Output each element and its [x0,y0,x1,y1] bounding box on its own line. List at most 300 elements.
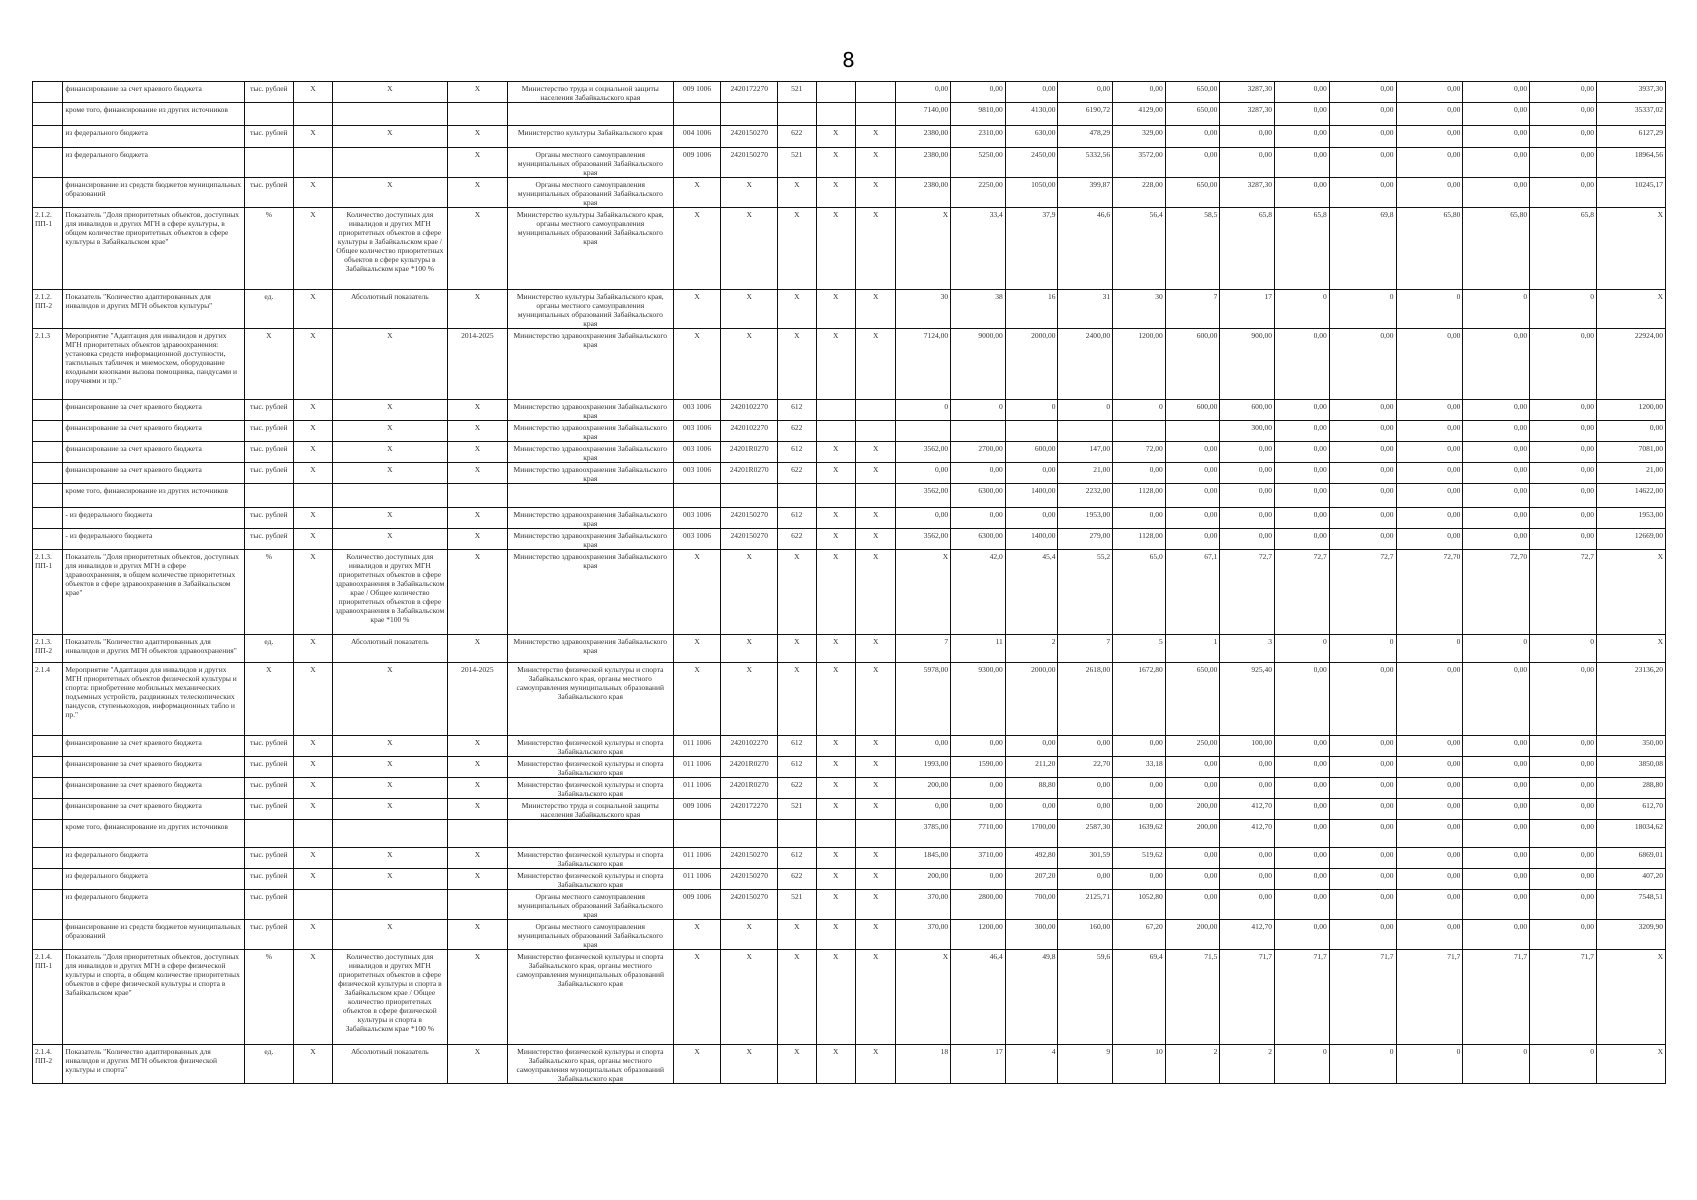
table-cell: 0,00 [1596,421,1665,442]
table-cell: 0,00 [1329,463,1396,484]
table-cell: 0,00 [1396,736,1463,757]
table-cell: 2420172270 [721,799,778,820]
table-cell: 71,7 [1396,950,1463,1045]
table-cell: 22,70 [1058,757,1113,778]
table-cell: Министерство культуры Забайкальского края, органы местного самоуправления муниципальных образований Забайкальского края [507,290,673,329]
table-cell: X [816,1045,855,1084]
table-cell [816,82,855,103]
table-cell: X [816,126,855,148]
table-cell: 612 [778,508,816,529]
table-cell: Абсолютный показатель [332,1045,447,1084]
table-cell [856,82,896,103]
table-cell: 3287,30 [1220,82,1275,103]
table-cell: X [332,329,447,400]
table-cell: 521 [778,890,816,920]
table-cell: X [294,736,332,757]
table-cell: Министерство физической культуры и спорта Забайкальского края [507,848,673,869]
table-cell: 0,00 [1329,778,1396,799]
table-cell: X [448,736,508,757]
table-cell: X [856,1045,896,1084]
table-cell [448,820,508,848]
table-cell: 0,00 [1113,463,1166,484]
table-cell: 45,4 [1005,550,1058,635]
table-cell: 46,6 [1058,208,1113,290]
table-cell: 0,00 [1275,484,1330,508]
table-cell: X [332,663,447,736]
table-cell: 9810,00 [951,103,1006,126]
table-cell: 2 [1165,1045,1220,1084]
table-cell: 0,00 [1329,663,1396,736]
table-cell: X [896,208,951,290]
table-cell: 700,00 [1005,890,1058,920]
table-cell: 65,8 [1530,208,1597,290]
table-cell: тыс. рублей [244,463,294,484]
table-cell: 9 [1058,1045,1113,1084]
table-cell: 0,00 [1396,178,1463,208]
table-cell: 003 1006 [673,463,721,484]
table-row [33,950,1666,1045]
table-cell: 10 [1113,1045,1166,1084]
table-cell: X [244,329,294,400]
table-cell: Органы местного самоуправления муниципальных образований Забайкальского края [507,920,673,950]
table-cell: 279,00 [1058,529,1113,550]
table-cell: 622 [778,421,816,442]
table-cell: 0,00 [1275,848,1330,869]
table-row [33,757,1666,778]
table-cell: X [448,778,508,799]
table-cell: 4 [1005,1045,1058,1084]
table-cell: X [244,663,294,736]
table-cell: Министерство культуры Забайкальского края [507,126,673,148]
table-cell: 521 [778,799,816,820]
table-cell [507,484,673,508]
table-cell: 2000,00 [1005,663,1058,736]
table-cell [1005,421,1058,442]
table-cell [1165,421,1220,442]
table-cell: 0,00 [1275,869,1330,890]
table-cell: X [332,82,447,103]
table-cell: 011 1006 [673,736,721,757]
table-cell: 0,00 [1329,442,1396,463]
table-cell: Показатель "Доля приоритетных объектов, доступных для инвалидов и других МГН в сфере здравоохранения, в общем количестве приоритетных объектов в сфере здравоохранения в Забайкальском крае" [63,550,244,635]
table-cell: X [673,290,721,329]
table-row [33,82,1666,103]
table-cell: 0,00 [1530,178,1597,208]
table-cell [294,103,332,126]
table-cell: 0,00 [1396,757,1463,778]
table-cell [673,484,721,508]
table-cell: 30 [1113,290,1166,329]
table-cell: X [816,848,855,869]
table-row [33,890,1666,920]
table-cell: Министерство здравоохранения Забайкальского края [507,421,673,442]
table-cell [33,820,63,848]
table-cell: 0,00 [1275,890,1330,920]
table-cell: 72,7 [1329,550,1396,635]
table-cell: 0,00 [896,82,951,103]
table-cell: 30 [896,290,951,329]
table-cell [1113,421,1166,442]
table-cell: 0 [1058,400,1113,421]
table-cell: 0,00 [951,463,1006,484]
table-cell: 1200,00 [1113,329,1166,400]
table-cell: X [332,442,447,463]
table-cell [896,421,951,442]
table-cell: 3937,30 [1596,82,1665,103]
table-cell: 200,00 [896,778,951,799]
table-cell: 0,00 [1165,442,1220,463]
table-cell: 88,80 [1005,778,1058,799]
table-cell: 003 1006 [673,421,721,442]
table-cell: 22924,00 [1596,329,1665,400]
table-cell: 0,00 [1396,442,1463,463]
table-cell: X [856,736,896,757]
table-cell: X [896,550,951,635]
table-cell [332,890,447,920]
table-cell: 0,00 [1329,529,1396,550]
table-cell: X [332,178,447,208]
table-cell: 71,5 [1165,950,1220,1045]
table-cell: Министерство физической культуры и спорта Забайкальского края, органы местного самоуправления муниципальных образований Забайкальского края [507,950,673,1045]
table-cell: 0,00 [1275,799,1330,820]
table-cell: Министерство физической культуры и спорта Забайкальского края [507,757,673,778]
table-cell: 228,00 [1113,178,1166,208]
table-cell: X [816,635,855,663]
table-cell: 14622,00 [1596,484,1665,508]
table-cell: 2800,00 [951,890,1006,920]
table-cell: 2014-2025 [448,329,508,400]
table-cell: 0,00 [1113,799,1166,820]
table-cell [816,103,855,126]
table-cell: 200,00 [1165,820,1220,848]
table-cell: 200,00 [1165,799,1220,820]
table-cell: 21,00 [1596,463,1665,484]
table-cell [33,799,63,820]
table-cell: Органы местного самоуправления муниципальных образований Забайкальского края [507,178,673,208]
table-cell: 1052,80 [1113,890,1166,920]
table-cell: X [332,400,447,421]
table-cell: 31 [1058,290,1113,329]
table-cell: 650,00 [1165,663,1220,736]
table-cell: 0,00 [1329,329,1396,400]
table-cell: тыс. рублей [244,82,294,103]
table-row [33,663,1666,736]
table-cell: 7140,00 [896,103,951,126]
table-row [33,869,1666,890]
table-row [33,635,1666,663]
table-cell: X [294,290,332,329]
table-cell: Министерство культуры Забайкальского края, органы местного самоуправления муниципальных образований Забайкальского края [507,208,673,290]
table-cell: кроме того, финансирование из других источников [63,484,244,508]
table-cell: - из федерального бюджета [63,529,244,550]
table-row [33,148,1666,178]
table-cell: 0,00 [1463,757,1530,778]
table-cell: 2.1.3 [33,329,63,400]
table-cell: X [448,82,508,103]
table-cell: 6127,29 [1596,126,1665,148]
table-cell: X [448,1045,508,1084]
table-cell: X [721,329,778,400]
table-cell: 3562,00 [896,442,951,463]
table-cell: X [778,550,816,635]
table-cell: 21,00 [1058,463,1113,484]
table-cell: 1400,00 [1005,529,1058,550]
table-cell: 11 [951,635,1006,663]
table-cell: X [332,799,447,820]
table-cell: 0,00 [1530,329,1597,400]
table-row [33,103,1666,126]
table-cell: 0,00 [1220,848,1275,869]
table-cell: X [816,757,855,778]
table-cell: 2420150270 [721,508,778,529]
table-cell: 6300,00 [951,529,1006,550]
table-cell: 17 [1220,290,1275,329]
table-cell: 18034,62 [1596,820,1665,848]
table-cell: 003 1006 [673,400,721,421]
table-cell: 3562,00 [896,529,951,550]
table-cell: 0,00 [1220,890,1275,920]
table-cell: 0,00 [1396,848,1463,869]
table-cell: 0,00 [1220,463,1275,484]
table-cell: Показатель "Количество адаптированных для инвалидов и других МГН объектов культуры" [63,290,244,329]
table-cell: 0,00 [1329,82,1396,103]
table-cell: 0,00 [1329,736,1396,757]
table-cell: X [721,290,778,329]
table-cell: X [673,663,721,736]
table-cell: 0,00 [1005,736,1058,757]
table-cell: 0,00 [1220,442,1275,463]
table-cell: X [856,178,896,208]
table-cell: X [856,890,896,920]
table-cell: 67,20 [1113,920,1166,950]
table-cell: 412,70 [1220,920,1275,950]
table-cell: % [244,950,294,1045]
table-cell: 0,00 [1396,820,1463,848]
table-cell: 1050,00 [1005,178,1058,208]
table-cell: X [816,148,855,178]
table-cell: 0,00 [1463,463,1530,484]
table-cell: 1128,00 [1113,484,1166,508]
table-cell: 004 1006 [673,126,721,148]
table-cell: 0,00 [1329,920,1396,950]
table-cell: 71,7 [1463,950,1530,1045]
table-cell: X [332,757,447,778]
table-cell: 0,00 [1463,799,1530,820]
table-cell: 622 [778,869,816,890]
table-row [33,820,1666,848]
table-cell: Министерство здравоохранения Забайкальского края [507,550,673,635]
table-cell: 0,00 [1113,778,1166,799]
table-cell: 71,7 [1220,950,1275,1045]
table-cell: 370,00 [896,920,951,950]
table-cell: 5978,00 [896,663,951,736]
table-cell: 0,00 [1463,329,1530,400]
table-cell: 650,00 [1165,178,1220,208]
table-cell: 0,00 [1463,869,1530,890]
table-cell: X [294,400,332,421]
table-cell: X [673,329,721,400]
table-cell: 011 1006 [673,869,721,890]
table-cell [856,400,896,421]
table-cell: Министерство здравоохранения Забайкальского края [507,400,673,421]
table-cell: 600,00 [1165,329,1220,400]
table-cell [33,778,63,799]
table-cell [332,148,447,178]
table-row [33,920,1666,950]
table-cell: X [332,848,447,869]
table-cell: 0 [1275,1045,1330,1084]
table-cell: 0,00 [1463,148,1530,178]
table-cell: 003 1006 [673,529,721,550]
table-cell: 2125,71 [1058,890,1113,920]
table-cell: 0,00 [1329,400,1396,421]
table-cell: 1400,00 [1005,484,1058,508]
table-cell: 0,00 [1329,103,1396,126]
table-cell: 0,00 [1530,103,1597,126]
table-cell: X [294,82,332,103]
table-cell: тыс. рублей [244,890,294,920]
table-cell: 23136,20 [1596,663,1665,736]
table-cell: X [448,463,508,484]
table-cell: 0,00 [1165,890,1220,920]
table-cell: X [721,208,778,290]
table-cell: 2420150270 [721,848,778,869]
table-cell: 18 [896,1045,951,1084]
table-cell: 0,00 [1113,869,1166,890]
table-cell: 0,00 [1463,663,1530,736]
table-cell: X [294,848,332,869]
table-cell: 009 1006 [673,82,721,103]
table-cell: 72,70 [1463,550,1530,635]
table-cell [816,400,855,421]
table-cell: 147,00 [1058,442,1113,463]
table-cell: 0,00 [1165,529,1220,550]
table-row [33,484,1666,508]
table-cell: 0,00 [1530,442,1597,463]
table-cell: 2.1.2. ПП-1 [33,208,63,290]
table-cell: 2420150270 [721,869,778,890]
table-row [33,799,1666,820]
table-cell: 2420150270 [721,529,778,550]
table-cell: X [721,950,778,1045]
table-cell [33,463,63,484]
table-row [33,778,1666,799]
table-cell: 009 1006 [673,799,721,820]
table-cell: 600,00 [1005,442,1058,463]
table-cell [856,421,896,442]
table-cell: 24201R0270 [721,757,778,778]
table-cell: 3850,08 [1596,757,1665,778]
table-cell: % [244,550,294,635]
table-cell: 1590,00 [951,757,1006,778]
table-cell: X [721,178,778,208]
table-cell: 200,00 [1165,920,1220,950]
table-cell: X [294,799,332,820]
table-cell: X [856,757,896,778]
table-cell: 7 [896,635,951,663]
table-cell: 0,00 [1220,148,1275,178]
table-cell: Показатель "Доля приоритетных объектов, доступных для инвалидов и других МГН в сфере культуры, в общем количестве приоритетных объектов в сфере культуры в Забайкальском крае" [63,208,244,290]
table-cell: Абсолютный показатель [332,635,447,663]
table-cell: X [673,550,721,635]
table-cell: Министерство труда и социальной защиты населения Забайкальского края [507,799,673,820]
table-cell: X [294,869,332,890]
table-cell: 9300,00 [951,663,1006,736]
table-cell: 0,00 [1463,126,1530,148]
table-cell: 0,00 [1530,508,1597,529]
table-cell: 0 [1530,290,1597,329]
table-cell: 301,59 [1058,848,1113,869]
table-cell: X [816,290,855,329]
table-cell: X [673,208,721,290]
table-cell: 7 [1058,635,1113,663]
table-cell: 0,00 [1275,757,1330,778]
table-cell: 0 [896,400,951,421]
table-cell: 37,9 [1005,208,1058,290]
table-cell: 612 [778,400,816,421]
table-cell: Мероприятие "Адаптация для инвалидов и других МГН приоритетных объектов физической культуры и спорта: приобретение мобильных механических подъемных устройств, раздвижных телескопических пандусов, ступенькоходов, информационных табло и пр." [63,663,244,736]
table-cell: 7548,51 [1596,890,1665,920]
table-cell: 0,00 [1058,736,1113,757]
table-cell: 0,00 [1463,529,1530,550]
table-cell: 0 [1463,290,1530,329]
table-cell: 0,00 [1165,148,1220,178]
table-cell: 288,80 [1596,778,1665,799]
table-cell: 2420102270 [721,421,778,442]
table-cell [33,869,63,890]
table-cell: 2420150270 [721,126,778,148]
table-cell [33,82,63,103]
table-row [33,178,1666,208]
table-cell: 0,00 [1396,329,1463,400]
table-cell: 0,00 [1058,82,1113,103]
table-cell: X [448,508,508,529]
table-cell: 2380,00 [896,126,951,148]
table-cell: 0,00 [1005,463,1058,484]
table-cell: X [778,290,816,329]
table-cell: 0,00 [1329,890,1396,920]
table-cell: X [816,178,855,208]
table-cell: 0,00 [1463,442,1530,463]
table-cell: 0,00 [1396,148,1463,178]
table-cell: 0 [1329,290,1396,329]
table-cell: 0,00 [1463,421,1530,442]
table-cell: 521 [778,82,816,103]
table-cell: 0,00 [1058,778,1113,799]
table-cell: 0,00 [1329,757,1396,778]
table-cell: 492,80 [1005,848,1058,869]
table-cell: финансирование из средств бюджетов муниципальных образований [63,178,244,208]
table-row [33,400,1666,421]
table-cell: 0 [1530,635,1597,663]
table-cell: 0,00 [1530,869,1597,890]
table-cell: тыс. рублей [244,757,294,778]
table-cell: 0,00 [1530,400,1597,421]
table-cell: 011 1006 [673,778,721,799]
table-cell: 0,00 [951,778,1006,799]
table-cell: X [816,778,855,799]
table-cell: 0,00 [1396,529,1463,550]
table-cell: 622 [778,529,816,550]
table-cell: X [856,126,896,148]
table-cell: X [721,550,778,635]
table-cell: 72,7 [1275,550,1330,635]
table-cell: 10245,17 [1596,178,1665,208]
table-row [33,290,1666,329]
table-cell [507,820,673,848]
table-cell [332,484,447,508]
table-cell: 65,8 [1220,208,1275,290]
